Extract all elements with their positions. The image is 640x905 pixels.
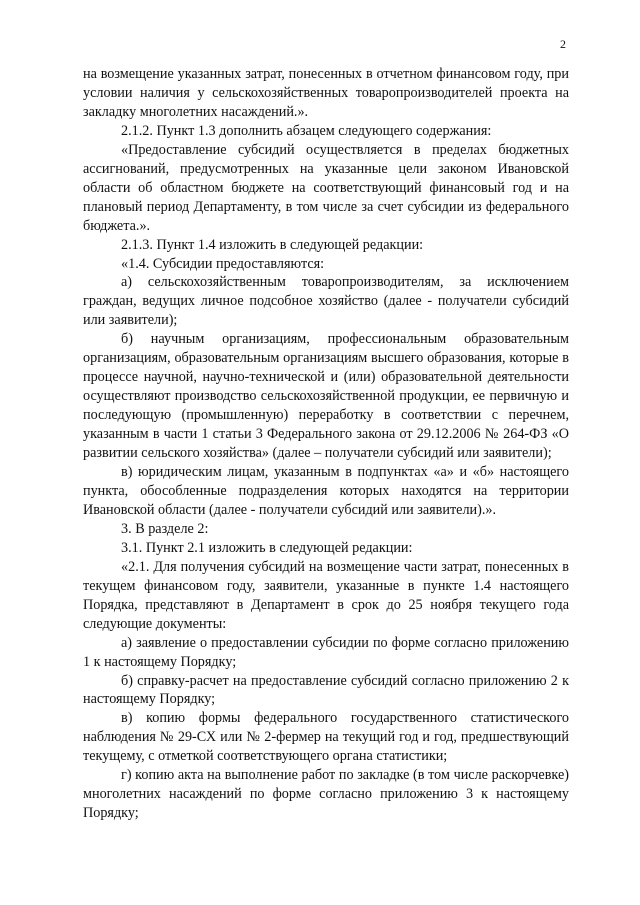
paragraph-item-a: а) сельскохозяйственным товаропроизводителям, за исключением граждан, ведущих личное подсобное хозяйство (далее - получатели субсидий или заявители); — [83, 274, 569, 329]
paragraph-2-1-3: 2.1.3. Пункт 1.4 изложить в следующей редакции: — [121, 236, 424, 253]
page-number: 2 — [560, 37, 566, 51]
paragraph-1-4: «1.4. Субсидии предоставляются: — [121, 255, 325, 272]
paragraph-section-3: 3. В разделе 2: — [121, 520, 209, 537]
paragraph-doc-a: а) заявление о предоставлении субсидии по форме согласно приложению 1 к настоящему Порядку; — [83, 634, 569, 670]
paragraph-item-v: в) юридическим лицам, указанным в подпунктах «а» и «б» настоящего пункта, обособленные подразделения которых находятся на территории Ивановской области (далее - получатели субсидий или заявители).». — [83, 464, 569, 518]
paragraph-doc-g: г) копию акта на выполнение работ по закладке (в том числе раскорчевке) многолетних насаждений по форме согласно приложению 3 к настоящему Порядку; — [83, 767, 569, 822]
document-body — [83, 65, 569, 823]
paragraph-2-1-2: 2.1.2. Пункт 1.3 дополнить абзацем следующего содержания: — [121, 122, 492, 139]
paragraph-item-b: б) научным организациям, профессиональным образовательным организациям, образовательным организациям высшего образования, которые в процессе научной, научно-технической и (или) образовательной деятельности осуществляют производство сельскохозяйственной продукции, ее первичную и последующую (промышленную) переработку в соответствии с перечнем, указанным в части 1 статьи 3 Федерального закона от 29.12.2006 № 264-ФЗ «О развитии сельского хозяйства» (далее – получатели субсидий или заявители); — [83, 331, 569, 462]
paragraph-doc-b: б) справку-расчет на предоставление субсидий согласно приложению 2 к настоящему Порядку; — [83, 672, 569, 708]
paragraph-continuation: на возмещение указанных затрат, понесенных в отчетном финансовом году, при условии наличия у сельскохозяйственных товаропроизводителей проекта на закладку многолетних насаждений.». — [83, 66, 569, 120]
paragraph-subsidy-provision: «Предоставление субсидий осуществляется в пределах бюджетных ассигнований, предусмотренных на указанные цели законом Ивановской области об областном бюджете на соответствующий финансовый год и на плановый период Департаменту, в том числе за счет субсидии из федерального бюджета.». — [83, 141, 569, 234]
paragraph-doc-v: в) копию формы федерального государственного статистического наблюдения № 29-СХ или № 2-фермер на текущий год и год, предшествующий текущему, с отметкой соответствующего органа статистики; — [83, 710, 569, 765]
paragraph-2-1: «2.1. Для получения субсидий на возмещение части затрат, понесенных в текущем финансовом году, заявители, указанные в пункте 1.4 настоящего Порядка, представляют в Департамент в срок до 25 ноября текущего года следующие документы: — [83, 558, 569, 632]
paragraph-3-1: 3.1. Пункт 2.1 изложить в следующей редакции: — [121, 539, 413, 556]
